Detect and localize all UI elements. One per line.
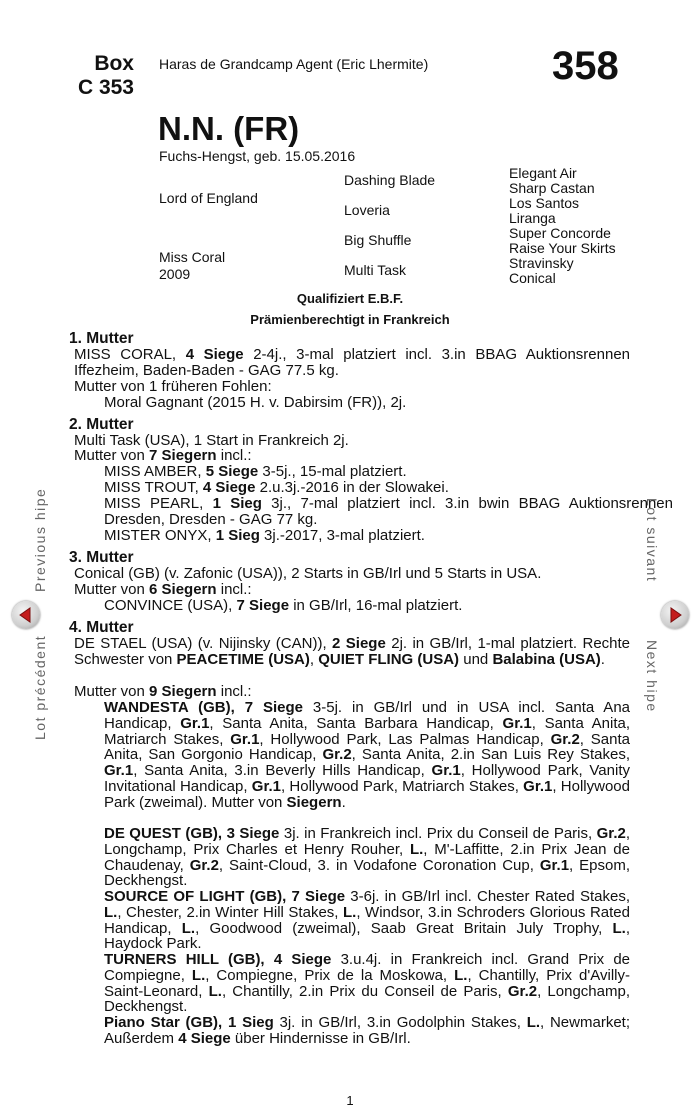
box-number: C 353 — [77, 76, 134, 99]
race-grade: L. — [343, 903, 357, 921]
progeny-text: , Hollywood Park, Matriarch Stakes, — [280, 777, 524, 795]
qualification-premium: Prämienberechtigt in Frankreich — [250, 312, 450, 327]
intro-text: incl.: — [216, 447, 252, 464]
race-grade: Gr.2 — [507, 982, 538, 1000]
progeny-text: , Chester, 2.in Winter Hill Stakes, — [117, 903, 343, 921]
race-grade: L. — [526, 1014, 541, 1031]
first-dam-text: 2-4j., 3-mal platziert incl. 3.in BBAG Auktionsrennen Iffezheim, Baden-Baden - GAG 77.5 kg. — [74, 346, 631, 379]
progeny-text: , Hollywood Park, Vanity Invitational Handicap, — [104, 762, 630, 795]
progeny-name: TURNERS HILL (GB), — [104, 951, 274, 968]
box-word: Box — [94, 52, 134, 75]
progeny-text: , M'-Laffitte, 2.in Prix Jean de Chaudenay, — [104, 840, 630, 874]
progeny-text: 3.u.4j. in Frankreich incl. Grand Prix de Compiegne, — [104, 951, 631, 984]
first-dam-record — [74, 347, 630, 379]
progeny-text: über Hindernisse in GB/Irl. — [230, 1029, 411, 1047]
progeny-wins: 7 Siege — [244, 699, 303, 716]
progeny-text: , Hollywood Park, Las Palmas Handicap, — [259, 730, 551, 748]
progeny-text: 3j., 7-mal platziert incl. 3.in bwin BBAG Auktionsrennen Dresden, Dresden - GAG 77 kg. — [104, 495, 673, 528]
progeny-text: 3j. in GB/Irl, 3.in Godolphin Stakes, — [273, 1014, 527, 1031]
record-text: und — [459, 650, 493, 668]
sibling-name: QUIET FLING (USA) — [318, 650, 460, 668]
progeny-text: in GB/Irl, 16-mal platziert. — [289, 597, 463, 614]
first-dam-foal: Moral Gagnant (2015 H. v. Dabirsim (FR)), 2j. — [104, 394, 407, 411]
page-number: 1 — [346, 1093, 354, 1108]
race-grade: L. — [409, 840, 424, 858]
race-grade: Gr.1 — [230, 730, 260, 748]
first-dam-foals-intro: Mutter von 1 früheren Fohlen: — [74, 378, 272, 395]
lot-number: 358 — [552, 44, 619, 88]
race-grade: Gr.2 — [189, 856, 219, 874]
progeny-text: , Compiegne, Prix de la Moskowa, — [205, 966, 455, 984]
race-grade: Gr.1 — [431, 762, 461, 780]
record-text: DE STAEL (USA) (v. Nijinsky (CAN)), — [74, 635, 333, 652]
pedigree-sire-sire: Dashing Blade — [344, 172, 436, 188]
race-grade: L. — [191, 966, 206, 984]
pedigree-sire-dam: Loveria — [344, 202, 390, 218]
progeny-text: , Santa Anita, Santa Barbara Handicap, — [209, 714, 503, 732]
progeny-item — [61, 496, 673, 528]
intro-text: Mutter von — [74, 581, 150, 598]
progeny-text: , Newmarket; Außerdem — [104, 1014, 630, 1047]
progeny-text: , Chantilly, 2.in Prix du Conseil de Paris, — [221, 982, 508, 1000]
progeny-wins: 4 Siege — [202, 479, 256, 496]
race-grade: Gr.1 — [104, 762, 134, 780]
progeny-wins: 4 Siege — [273, 951, 332, 968]
first-dam-name: MISS CORAL, — [74, 346, 177, 363]
progeny-wins: 1 Sieg — [227, 1014, 274, 1031]
qualification-ebf: Qualifiziert E.B.F. — [296, 291, 404, 306]
intro-winners: 9 Siegern — [149, 683, 217, 700]
race-grade: Gr.2 — [596, 825, 626, 842]
fourth-dam-intro — [74, 684, 252, 700]
second-dam-heading: 2. Mutter — [69, 416, 134, 433]
pedigree-gen3-item: Elegant Air — [509, 165, 577, 181]
progeny-wins: 3 Siege — [226, 825, 280, 842]
race-grade: L. — [454, 966, 468, 984]
progeny-text: 3-5j. in GB/Irl und in USA incl. Santa Ana Handicap, — [104, 699, 631, 732]
third-dam-line: Conical (GB) (v. Zafonic (USA)), 2 Starts in GB/Irl und 5 Starts in USA. — [74, 565, 542, 582]
progeny-text: , Longchamp, Deckhengst. — [104, 982, 630, 1016]
progeny-winners: Siegern — [286, 793, 342, 811]
progeny-text: 3-5j., 15-mal platziert. — [258, 463, 407, 480]
race-grade: L. — [181, 919, 196, 937]
record-text: , — [309, 650, 319, 668]
horse-info: Fuchs-Hengst, geb. 15.05.2016 — [159, 148, 356, 164]
record-text: 2j. in GB/Irl, 1-mal platziert. Rechte Schwester von — [74, 635, 631, 668]
consignor: Haras de Grandcamp Agent (Eric Lhermite) — [159, 56, 429, 72]
progeny-name: MISS TROUT, — [104, 479, 203, 496]
progeny-wins: 7 Siege — [236, 597, 290, 614]
chevron-left-icon — [12, 601, 40, 629]
sibling-name: PEACETIME (USA) — [176, 650, 310, 668]
previous-lot-button[interactable] — [12, 601, 40, 629]
progeny-text: , Santa Anita, 3.in Beverly Hills Handicap, — [133, 762, 432, 780]
pedigree-dam-year: 2009 — [159, 266, 191, 282]
record-text: . — [600, 650, 605, 668]
intro-text: Mutter von — [74, 683, 150, 700]
intro-text: incl.: — [216, 581, 252, 598]
race-grade: Gr.1 — [251, 777, 281, 795]
pedigree-gen3-item: Stravinsky — [509, 255, 574, 271]
progeny-text: , Santa Anita, Matriarch Stakes, — [104, 714, 631, 748]
race-grade: L. — [208, 982, 222, 1000]
progeny-wins: 5 Siege — [205, 463, 259, 480]
intro-text: incl.: — [216, 683, 252, 700]
progeny-item-wandesta — [104, 700, 630, 811]
sibling-name: Balabina (USA) — [492, 650, 601, 668]
pedigree-dam-sire: Big Shuffle — [344, 232, 412, 248]
progeny-text: , Epsom, Deckhengst. — [104, 856, 631, 890]
progeny-item — [104, 598, 462, 614]
progeny-text: 2.u.3j.-2016 in der Slowakei. — [255, 479, 449, 496]
race-grade: Gr.2 — [550, 730, 580, 748]
progeny-item — [104, 464, 407, 480]
chevron-right-icon — [661, 601, 689, 629]
horse-name: N.N. (FR) — [158, 110, 300, 147]
progeny-item-source-of-light — [104, 889, 630, 952]
pedigree-third-generation — [509, 166, 616, 286]
record-wins: 2 Siege — [332, 635, 386, 652]
progeny-item — [104, 480, 449, 496]
progeny-text: 3j.-2017, 3-mal platziert. — [259, 527, 425, 544]
next-lot-label-fr[interactable]: Lot suivant — [644, 498, 660, 583]
progeny-name: SOURCE OF LIGHT (GB), — [104, 888, 292, 905]
race-grade: Gr.2 — [322, 746, 352, 764]
progeny-name: WANDESTA (GB), — [104, 699, 245, 716]
progeny-wins: 4 Siege — [178, 1029, 231, 1047]
progeny-text: , Windsor, 3.in Schroders Glorious Rated Handicap, — [104, 903, 630, 937]
second-dam-line: Multi Task (USA), 1 Start in Frankreich 2j. — [74, 432, 349, 449]
third-dam-intro — [74, 582, 252, 598]
race-grade: L. — [104, 903, 118, 921]
next-lot-label-de[interactable]: Next hipe — [644, 640, 660, 713]
progeny-name: Piano Star (GB), — [104, 1014, 228, 1031]
race-grade: Gr.1 — [502, 714, 532, 732]
pedigree-dam: Miss Coral — [159, 249, 226, 265]
progeny-text: , Haydock Park. — [104, 919, 631, 953]
race-grade: Gr.1 — [539, 856, 570, 874]
fourth-dam-record — [1, 636, 630, 668]
progeny-text: , Chantilly, Prix d'Avilly-Saint-Leonard, — [104, 966, 630, 1000]
pedigree-gen3-item: Sharp Castan — [509, 180, 595, 196]
second-dam-intro — [74, 448, 252, 464]
progeny-text: , Goodwood (zweimal), Saab Great Britain July Trophy, — [195, 919, 613, 937]
progeny-name: MISS AMBER, — [104, 463, 206, 480]
progeny-text: 3-6j. in GB/Irl incl. Chester Rated Stakes, — [345, 888, 630, 905]
box-label — [66, 52, 134, 100]
progeny-text: . — [341, 793, 346, 811]
progeny-name: CONVINCE (USA), — [104, 597, 237, 614]
progeny-text: , Longchamp, Prix Charles et Henry Rouher, — [104, 825, 630, 858]
progeny-text: , Saint-Cloud, 3. in Vodafone Coronation Cup, — [218, 856, 540, 874]
intro-winners: 6 Siegern — [149, 581, 217, 598]
progeny-name: DE QUEST (GB), — [104, 825, 227, 842]
pedigree-gen3-item: Conical — [509, 270, 556, 286]
race-grade: Gr.1 — [523, 777, 553, 795]
third-dam-heading: 3. Mutter — [69, 549, 134, 566]
progeny-text: , Santa Anita, 2.in San Luis Rey Stakes, — [351, 746, 630, 764]
progeny-item-piano-star — [104, 1015, 630, 1047]
race-grade: L. — [612, 919, 626, 937]
previous-lot-label-fr[interactable]: Lot précédent — [32, 634, 48, 740]
pedigree-sire: Lord of England — [159, 190, 258, 206]
first-dam-heading: 1. Mutter — [69, 330, 134, 347]
progeny-wins: 7 Siege — [291, 888, 346, 905]
pedigree-dam-dam: Multi Task — [344, 262, 406, 278]
progeny-item-de-quest — [104, 826, 630, 889]
progeny-wins: 1 Sieg — [212, 495, 262, 512]
progeny-wins: 1 Sieg — [215, 527, 260, 544]
pedigree-gen3-item: Los Santos — [509, 195, 580, 211]
progeny-name: MISTER ONYX, — [104, 527, 216, 544]
progeny-text: , Santa Anita, San Gorgonio Handicap, — [104, 730, 630, 764]
next-lot-button[interactable] — [661, 601, 689, 629]
race-grade: Gr.1 — [180, 714, 210, 732]
progeny-text: 3j. in Frankreich incl. Prix du Conseil de Paris, — [279, 825, 597, 842]
pedigree-gen3-item: Super Concorde — [509, 225, 611, 241]
pedigree-gen3-item: Raise Your Skirts — [509, 240, 616, 256]
progeny-item — [104, 528, 425, 544]
intro-text: Mutter von — [74, 447, 150, 464]
fourth-dam-heading: 4. Mutter — [69, 619, 134, 636]
pedigree-gen3-item: Liranga — [509, 210, 556, 226]
intro-winners: 7 Siegern — [149, 447, 217, 464]
progeny-text: , Hollywood Park (zweimal). Mutter von — [104, 777, 630, 811]
first-dam-wins: 4 Siege — [185, 346, 244, 363]
progeny-item-turners-hill — [104, 952, 630, 1015]
progeny-name: MISS PEARL, — [104, 495, 213, 512]
previous-lot-label-de[interactable]: Previous hipe — [32, 487, 48, 592]
